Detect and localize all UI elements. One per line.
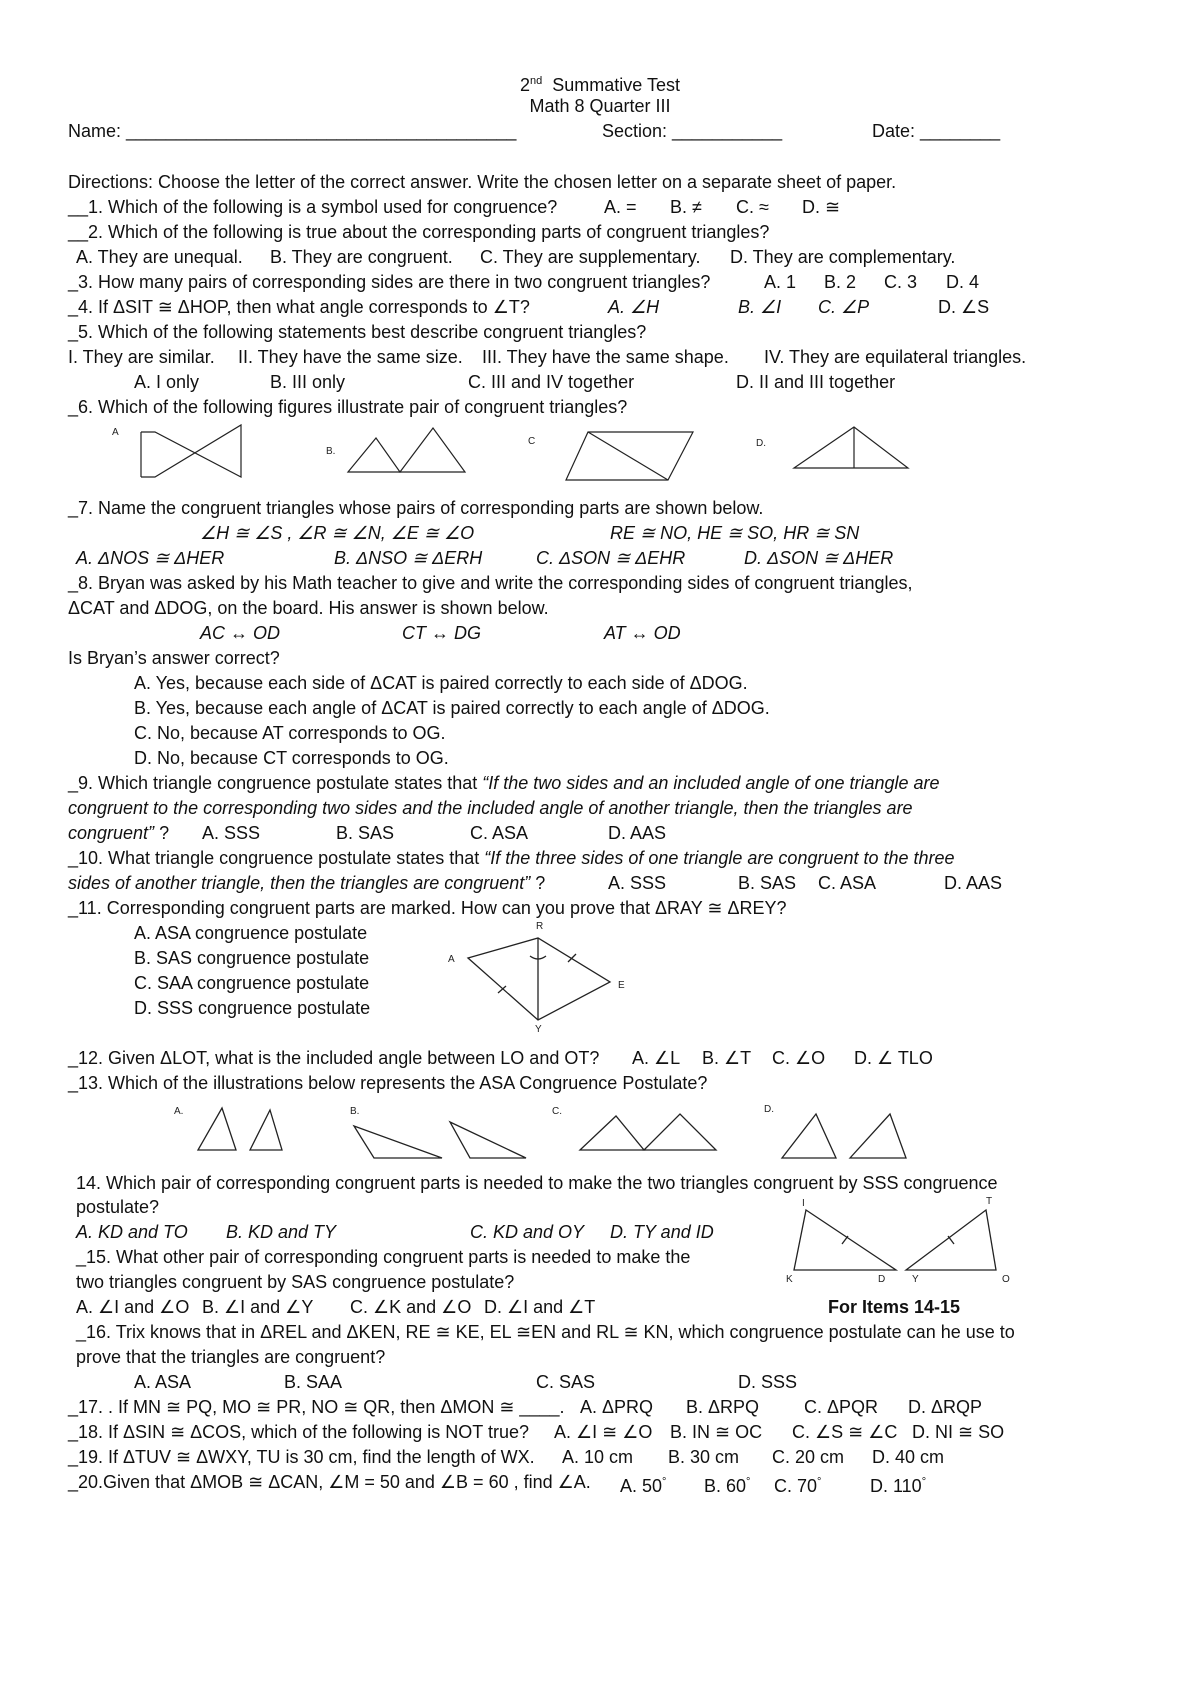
choice-d[interactable]: D. No, because CT corresponds to OG. [134,748,449,768]
option-c-label: C [528,436,536,447]
postulate-quote: “If the two sides and an included angle of one triangle are [482,773,940,793]
choice-c[interactable]: C. 20 cm [772,1447,845,1467]
option-b-label: B. [350,1106,360,1117]
choice-a[interactable]: A. ∠I ≅ ∠O [554,1422,653,1442]
vertex-o-label: O [1002,1274,1010,1285]
option-a-label: A [112,427,119,438]
choice-d[interactable]: D. 40 cm [872,1447,945,1467]
choice-a[interactable]: A. ∠I and ∠O [76,1297,190,1317]
vertex-r-label: R [536,921,544,932]
choice-c[interactable] [774,1471,821,1497]
choice-b[interactable]: B. KD and TY [226,1222,337,1242]
choice-a[interactable]: A. 1 [764,272,797,292]
choice-d[interactable]: D. SSS [738,1372,798,1392]
degree-symbol: ° [746,1476,751,1488]
choice-a[interactable]: A. KD and TO [76,1222,188,1242]
question-text: _3. How many pairs of corresponding sides are there in two congruent triangles? [68,272,711,292]
triangle-d2 [850,1114,906,1158]
choice-d[interactable]: D. They are complementary. [730,247,956,267]
title-text: Summative Test [552,75,680,95]
choice-b[interactable]: B. ≠ [670,197,702,217]
choice-d[interactable] [870,1471,926,1497]
choice-b[interactable] [704,1471,750,1497]
q6-figures [108,420,908,490]
question-text [68,772,940,794]
triangle-a2 [250,1110,282,1150]
option-d-label: D. [764,1104,774,1115]
question-text: __1. Which of the following is a symbol used for congruence? [68,197,558,217]
choice-b-value: B. 60 [704,1476,747,1496]
title-superscript: nd [530,75,543,87]
postulate-quote: “If the three sides of one triangle are congruent to the three [484,848,955,868]
postulate-quote-3: congruent” [68,823,155,843]
q13-figures [170,1098,930,1166]
choice-c[interactable]: C. ∠P [818,297,870,317]
question-text: _15. What other pair of corresponding congruent parts is needed to make the [76,1247,691,1267]
question-text: _8. Bryan was asked by his Math teacher to give and write the corresponding sides of congruent triangles, [68,573,913,593]
choice-b[interactable]: B. 2 [824,272,857,292]
choice-d[interactable]: D. TY and ID [610,1222,714,1242]
vertex-t-label: T [986,1196,993,1207]
choice-d[interactable]: D. ∠I and ∠T [484,1297,596,1317]
question-text: _11. Corresponding congruent parts are marked. How can you prove that ΔRAY ≅ ΔREY? [68,898,787,918]
choice-d[interactable]: D. AAS [944,873,1003,893]
choice-b[interactable]: B. ∠I [738,297,782,317]
question-text-2: two triangles congruent by SAS congruence postulate? [76,1272,515,1292]
parallelogram [566,432,693,480]
choice-d[interactable]: D. NI ≅ SO [912,1422,1005,1442]
question-text: _5. Which of the following statements best describe congruent triangles? [68,322,647,342]
choice-b[interactable]: B. SAA [284,1372,343,1392]
choice-a[interactable]: A. SSS [202,823,261,843]
title-number: 2 [520,75,531,95]
vertex-a-label: A [448,954,455,965]
choice-a[interactable]: A. I only [134,372,200,392]
triangle-b1 [354,1126,442,1158]
q11-kite-figure [440,920,640,1035]
choice-d[interactable]: D. AAS [608,823,667,843]
section-field[interactable]: Section: ___________ [602,121,783,141]
question-text: 14. Which pair of corresponding congruent parts is needed to make the two triangles congruent by SSS congruence [76,1173,998,1193]
question-lead: _10. What triangle congruence postulate states that [68,848,485,868]
choice-c[interactable]: C. KD and OY [470,1222,585,1242]
choice-c[interactable]: C. ASA [818,873,877,893]
triangle-b2 [450,1122,526,1158]
option-b-label: B. [326,446,336,457]
question-text-2: prove that the triangles are congruent? [76,1347,386,1367]
triangle-d1 [782,1114,836,1158]
choice-b[interactable]: B. ΔRPQ [686,1397,760,1417]
question-text: __2. Which of the following is true about the corresponding parts of congruent triangles? [68,222,770,242]
choice-a[interactable]: A. SSS [608,873,667,893]
tick-mark [842,1236,848,1244]
vertex-d-label: D [878,1274,886,1285]
statement-3: III. They have the same shape. [482,347,729,367]
choice-d[interactable]: D. ∠ TLO [854,1048,933,1068]
question-text: _7. Name the congruent triangles whose pairs of corresponding parts are shown below. [68,498,764,518]
postulate-quote-2: sides of another triangle, then the triangles are congruent” [68,873,531,893]
question-end: ? [154,823,170,843]
question-text: _13. Which of the illustrations below represents the ASA Congruence Postulate? [68,1073,708,1093]
triangle-c2 [644,1114,716,1150]
small-triangle [348,438,400,472]
choice-a[interactable]: A. ΔNOS ≅ ΔHER [76,548,225,568]
choice-d[interactable]: D. ΔSON ≅ ΔHER [744,548,894,568]
choice-b[interactable]: B. SAS congruence postulate [134,948,370,968]
choice-c-value: C. 70 [774,1476,818,1496]
choice-a[interactable]: A. ASA congruence postulate [134,923,368,943]
question-text [68,847,955,869]
question-text-3 [68,822,169,844]
tick-mark [498,986,506,993]
choice-a-value: A. 50 [620,1476,663,1496]
postulate-quote-2: congruent to the corresponding two sides and the included angle of another triangle, then the triangles are [68,798,913,818]
question-text-2: postulate? [76,1197,160,1217]
statement-4: IV. They are equilateral triangles. [764,347,1027,367]
question-text: _4. If ΔSIT ≅ ΔHOP, then what angle corresponds to ∠T? [68,297,530,317]
choice-a[interactable]: A. ASA [134,1372,192,1392]
choice-c[interactable]: C. ASA [470,823,529,843]
choice-a[interactable] [620,1471,666,1497]
pair-1: AC ↔ OD [200,623,281,643]
choice-d-value: D. 110 [870,1476,922,1496]
vertex-k-label: K [786,1274,793,1285]
bowtie-triangles [141,425,241,477]
question-text-2: ΔCAT and ΔDOG, on the board. His answer is shown below. [68,598,549,618]
question-text-2 [68,872,545,894]
pair-2: CT ↔ DG [402,623,481,643]
large-triangle [400,428,465,472]
choice-c[interactable]: C. They are supplementary. [480,247,701,267]
question-text: _20.Given that ΔMOB ≅ ΔCAN, ∠M = 50 and ∠B = 60 , find ∠A. [68,1472,591,1492]
question-text: _19. If ΔTUV ≅ ΔWXY, TU is 30 cm, find the length of WX. [68,1447,535,1467]
choice-a[interactable]: A. ∠H [608,297,660,317]
choice-c[interactable]: C. ΔSON ≅ ΔEHR [536,548,686,568]
kite-shape [468,938,610,1020]
choice-a[interactable]: A. ΔPRQ [580,1397,654,1417]
question-lead: _9. Which triangle congruence postulate states that [68,773,483,793]
triangle-a1 [198,1108,236,1150]
pair-3: AT ↔ OD [604,623,681,643]
isosceles-triangle [794,427,908,468]
choice-a[interactable]: A. 10 cm [562,1447,634,1467]
choice-a[interactable]: A. Yes, because each side of ΔCAT is paired correctly to each side of ΔDOG. [134,673,748,693]
choice-b[interactable]: B. Yes, because each angle of ΔCAT is paired correctly to each angle of ΔDOG. [134,698,770,718]
choice-d[interactable]: D. ΔRQP [908,1397,983,1417]
side-pairs: RE ≅ NO, HE ≅ SO, HR ≅ SN [610,523,860,543]
option-d-label: D. [756,438,766,449]
question-end: ? [530,873,546,893]
choice-b[interactable]: B. ∠I and ∠Y [202,1297,314,1317]
question-text: _6. Which of the following figures illustrate pair of congruent triangles? [68,397,628,417]
choice-a[interactable]: A. ∠L [632,1048,681,1068]
question-text: _17. . If MN ≅ PQ, MO ≅ PR, NO ≅ QR, then ΔMON ≅ ____. [68,1397,565,1417]
vertex-y-label: Y [535,1024,542,1035]
choice-c[interactable]: C. ∠K and ∠O [350,1297,472,1317]
choice-c[interactable]: C. III and IV together [468,372,635,392]
q14-15-figure [786,1194,1026,1286]
angle-pairs: ∠H ≅ ∠S , ∠R ≅ ∠N, ∠E ≅ ∠O [200,523,475,543]
name-field[interactable]: Name: _______________________________________ [68,121,517,141]
test-title [0,70,1200,96]
choice-d[interactable]: D. SSS congruence postulate [134,998,371,1018]
vertex-e-label: E [618,980,625,991]
option-a-label: A. [174,1106,184,1117]
question-text: _16. Trix knows that in ΔREL and ΔKEN, RE ≅ KE, EL ≅EN and RL ≅ KN, which congruence postulate can he use to [76,1322,1015,1342]
question-text: _18. If ΔSIN ≅ ΔCOS, which of the following is NOT true? [68,1422,529,1442]
question-text: _12. Given ΔLOT, what is the included angle between LO and OT? [68,1048,600,1068]
question-prompt: Is Bryan’s answer correct? [68,648,280,668]
choice-b[interactable]: B. 30 cm [668,1447,740,1467]
choice-c[interactable]: C. SAA congruence postulate [134,973,370,993]
tick-mark [948,1236,954,1244]
choice-c[interactable]: C. No, because AT corresponds to OG. [134,723,446,743]
parallelogram-diagonal [588,432,668,480]
option-c-label: C. [552,1106,562,1117]
choice-c[interactable]: C. 3 [884,272,918,292]
choice-a[interactable]: A. = [604,197,637,217]
choice-c[interactable]: C. ∠S ≅ ∠C [792,1422,898,1442]
choice-b[interactable]: B. III only [270,372,346,392]
choice-d[interactable]: D. ∠S [938,297,990,317]
statement-1: I. They are similar. [68,347,215,367]
choice-b[interactable]: B. SAS [336,823,395,843]
choice-b[interactable]: B. ΔNSO ≅ ΔERH [334,548,483,568]
directions: Directions: Choose the letter of the correct answer. Write the chosen letter on a separate sheet of paper. [68,172,897,192]
degree-symbol: ° [921,1476,927,1488]
test-subtitle: Math 8 Quarter III [529,96,671,116]
date-field[interactable]: Date: ________ [872,121,1001,141]
choice-d[interactable]: D. II and III together [736,372,896,392]
choice-c[interactable]: C. SAS [536,1372,596,1392]
statement-2: II. They have the same size. [238,347,463,367]
degree-symbol: ° [817,1476,822,1488]
choice-c[interactable]: C. ∠O [772,1048,826,1068]
choice-c[interactable]: C. ≈ [736,197,769,217]
choice-d[interactable]: D. 4 [946,272,980,292]
vertex-i-label: I [802,1198,805,1209]
choice-a[interactable]: A. They are unequal. [76,247,243,267]
choice-b[interactable]: B. IN ≅ OC [670,1422,763,1442]
degree-symbol: ° [662,1476,667,1488]
triangle-c1 [580,1116,644,1150]
choice-c[interactable]: C. ΔPQR [804,1397,879,1417]
figure-caption: For Items 14-15 [828,1297,961,1317]
choice-b[interactable]: B. SAS [738,873,797,893]
vertex-y-label: Y [912,1274,919,1285]
choice-d[interactable]: D. ≅ [802,197,841,217]
choice-b[interactable]: B. ∠T [702,1048,752,1068]
choice-b[interactable]: B. They are congruent. [270,247,453,267]
